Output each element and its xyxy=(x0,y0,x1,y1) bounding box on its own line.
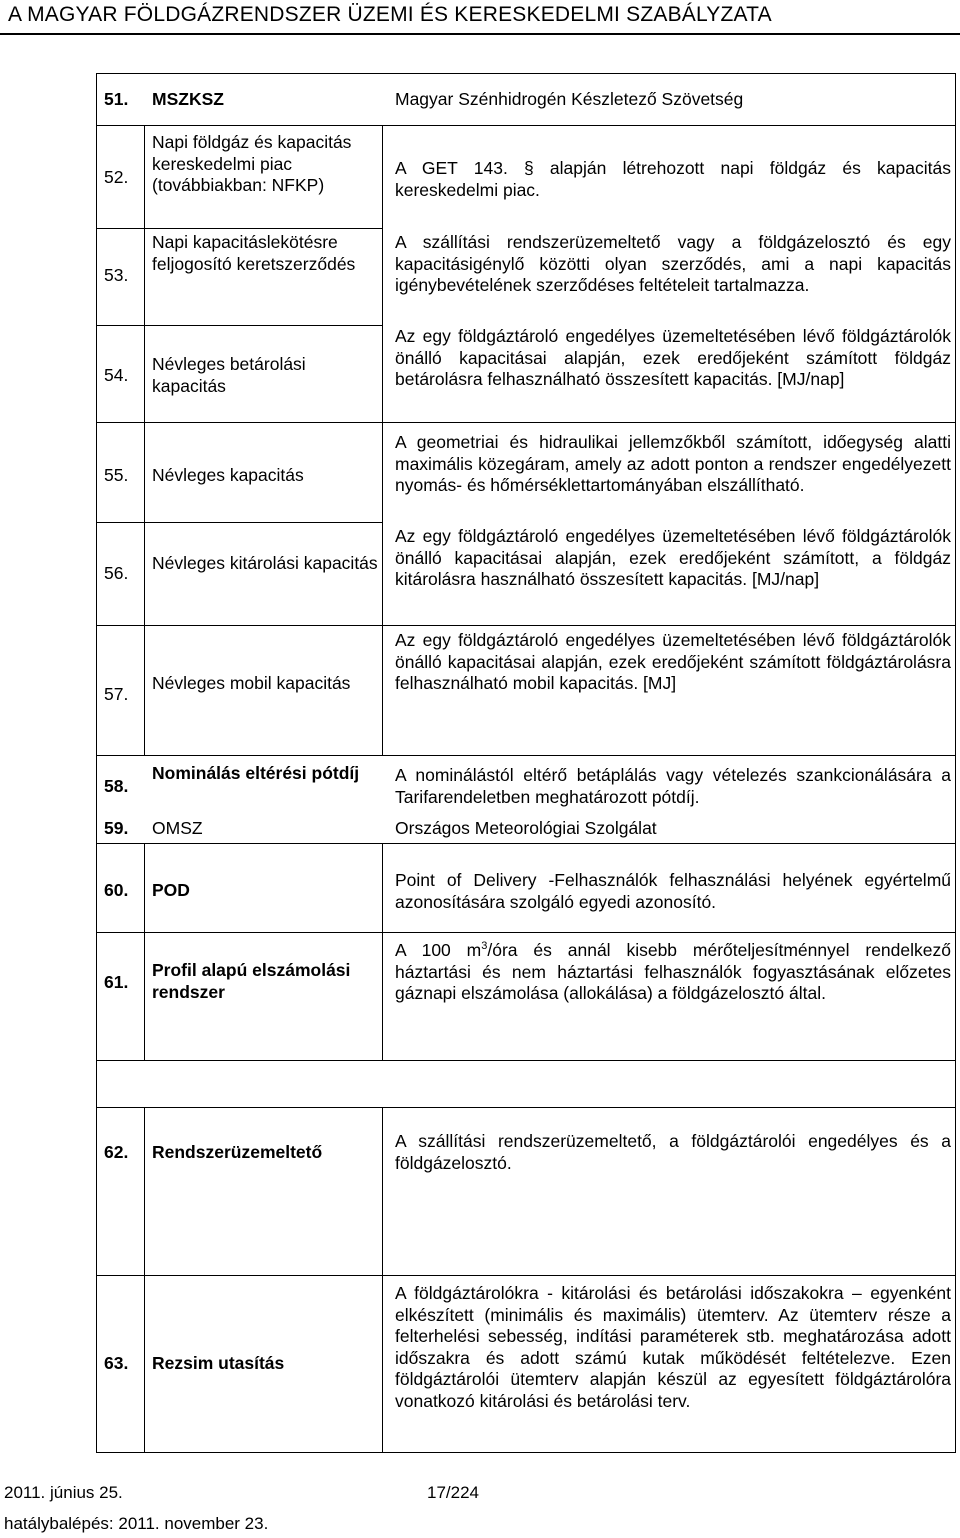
row-line xyxy=(96,625,956,626)
entry-definition: A nominálástól eltérő betáplálás vagy vételezés szankcionálására a Tarifarendeletben meghatározott pótdíj. xyxy=(395,765,951,807)
entry-number: 62. xyxy=(104,1142,129,1162)
entry-definition: A szállítási rendszerüzemeltető, a földgáztárolói engedélyes és a földgázelosztó. xyxy=(395,1131,951,1173)
column-divider-term-3 xyxy=(382,1107,383,1453)
column-divider-num xyxy=(144,125,145,755)
entry-number: 63. xyxy=(104,1353,129,1373)
row-line xyxy=(96,422,956,423)
definition-text: /óra és annál kisebb mérőteljesítménnyel rendelkező háztartási és nem háztartási felhasználók fogyasztásának előzetes gáznapi elszámolása (allokálása) a földgázelosztó által. xyxy=(395,940,951,1003)
row-line xyxy=(96,1060,956,1061)
entry-term: OMSZ xyxy=(152,818,203,838)
superscript: 3 xyxy=(481,940,488,953)
entry-term: Profil alapú elszámolási rendszer xyxy=(152,960,351,1002)
row-line xyxy=(96,843,956,844)
entry-definition: Az egy földgáztároló engedélyes üzemeltetésében lévő földgáztárolók önálló kapacitásai alapján, ezek eredőjeként számított földgáz betárolásra felhasználható összesített kapacitás. [MJ/nap] xyxy=(395,326,951,389)
row-line xyxy=(144,228,382,229)
entry-number: 51. xyxy=(104,89,129,109)
entry-number: 57. xyxy=(104,684,129,704)
column-divider-num-2 xyxy=(144,843,145,1060)
entry-term: Napi földgáz és kapacitás kereskedelmi piac (továbbiakban: NFKP) xyxy=(152,132,352,195)
entry-term: MSZKSZ xyxy=(152,89,224,109)
row-line xyxy=(96,1107,956,1108)
entry-definition: A földgáztárolókra - kitárolási és betárolási időszakokra – egyenként elkészített (minimális és maximális) ütemterv. Az ütemterv része a felterhelési sebesség, indítási paraméterek stb. meghatározása adott időszakra és adott számú kutak működését feltételezve. Ezen földgáztárolói ütemterv alapján készül az egyesített földgáztárolóra vonatkozó kitárolási és betárolási terv. xyxy=(395,1283,951,1411)
entry-definition: A GET 143. § alapján létrehozott napi földgáz és kapacitás kereskedelmi piac. xyxy=(395,158,951,200)
entry-term: Névleges kitárolási kapacitás xyxy=(152,553,378,573)
entry-term: Névleges kapacitás xyxy=(152,465,304,485)
row-line xyxy=(96,325,382,326)
row-line xyxy=(96,125,956,126)
entry-number: 58. xyxy=(104,776,129,796)
entry-number: 54. xyxy=(104,365,129,385)
footer-date: 2011. június 25. xyxy=(4,1483,123,1502)
entry-number: 60. xyxy=(104,880,129,900)
row-line xyxy=(96,228,144,229)
entry-definition: Magyar Szénhidrogén Készletező Szövetség xyxy=(395,89,744,109)
document-header-title: A MAGYAR FÖLDGÁZRENDSZER ÜZEMI ÉS KERESKEDELMI SZABÁLYZATA xyxy=(8,3,772,26)
definition-text: A 100 m xyxy=(395,940,482,960)
row-line xyxy=(96,522,382,523)
entry-term: Rendszerüzemeltető xyxy=(152,1142,323,1162)
footer-effective-date: hatálybalépés: 2011. november 23. xyxy=(4,1514,269,1533)
entry-number: 61. xyxy=(104,972,129,992)
row-line xyxy=(96,1275,956,1276)
entry-definition: Országos Meteorológiai Szolgálat xyxy=(395,818,657,838)
entry-definition xyxy=(395,940,951,1005)
entry-term: Rezsim utasítás xyxy=(152,1353,285,1373)
column-divider-term xyxy=(382,125,383,755)
entry-number: 55. xyxy=(104,465,129,485)
row-line xyxy=(96,932,956,933)
entry-definition: Az egy földgáztároló engedélyes üzemeltetésében lévő földgáztárolók önálló kapacitásai alapján, ezek eredőjeként számított földgáztárolásra felhasználható mobil kapacitás. [MJ] xyxy=(395,630,951,693)
entry-term: Névleges mobil kapacitás xyxy=(152,673,351,693)
entry-definition: Az egy földgáztároló engedélyes üzemeltetésében lévő földgáztárolók önálló kapacitásai alapján, ezek eredőjeként számított, a földgáz kitárolásra használható összesített kapacitás. [MJ/nap] xyxy=(395,526,951,589)
header-rule xyxy=(0,33,960,35)
entry-term: Napi kapacitáslekötésre feljogosító keretszerződés xyxy=(152,232,356,274)
column-divider-num-3 xyxy=(144,1107,145,1453)
entry-number: 56. xyxy=(104,563,129,583)
entry-definition: A geometriai és hidraulikai jellemzőkből számított, időegység alatti maximális közegáram, amely az adott ponton a rendszer engedélyezett nyomás- és hőmérséklettartományában elszállítható. xyxy=(395,432,951,495)
column-divider-term-2 xyxy=(382,843,383,1060)
entry-number: 53. xyxy=(104,265,129,285)
entry-term: Névleges betárolási kapacitás xyxy=(152,354,306,396)
footer-page-number: 17/224 xyxy=(427,1483,479,1502)
row-line xyxy=(96,755,956,756)
entry-definition: Point of Delivery -Felhasználók felhasználási helyének egyértelmű azonosítására szolgáló egyedi azonosító. xyxy=(395,870,951,912)
entry-number: 59. xyxy=(104,818,129,838)
entry-number: 52. xyxy=(104,167,129,187)
entry-term: Nominálás eltérési pótdíj xyxy=(152,763,360,783)
entry-definition: A szállítási rendszerüzemeltető vagy a földgázelosztó és egy kapacitásigénylő közötti olyan szerződés, ami a napi kapacitás igénybevételének szerződéses feltételeit tartalmazza. xyxy=(395,232,951,295)
entry-term: POD xyxy=(152,880,190,900)
